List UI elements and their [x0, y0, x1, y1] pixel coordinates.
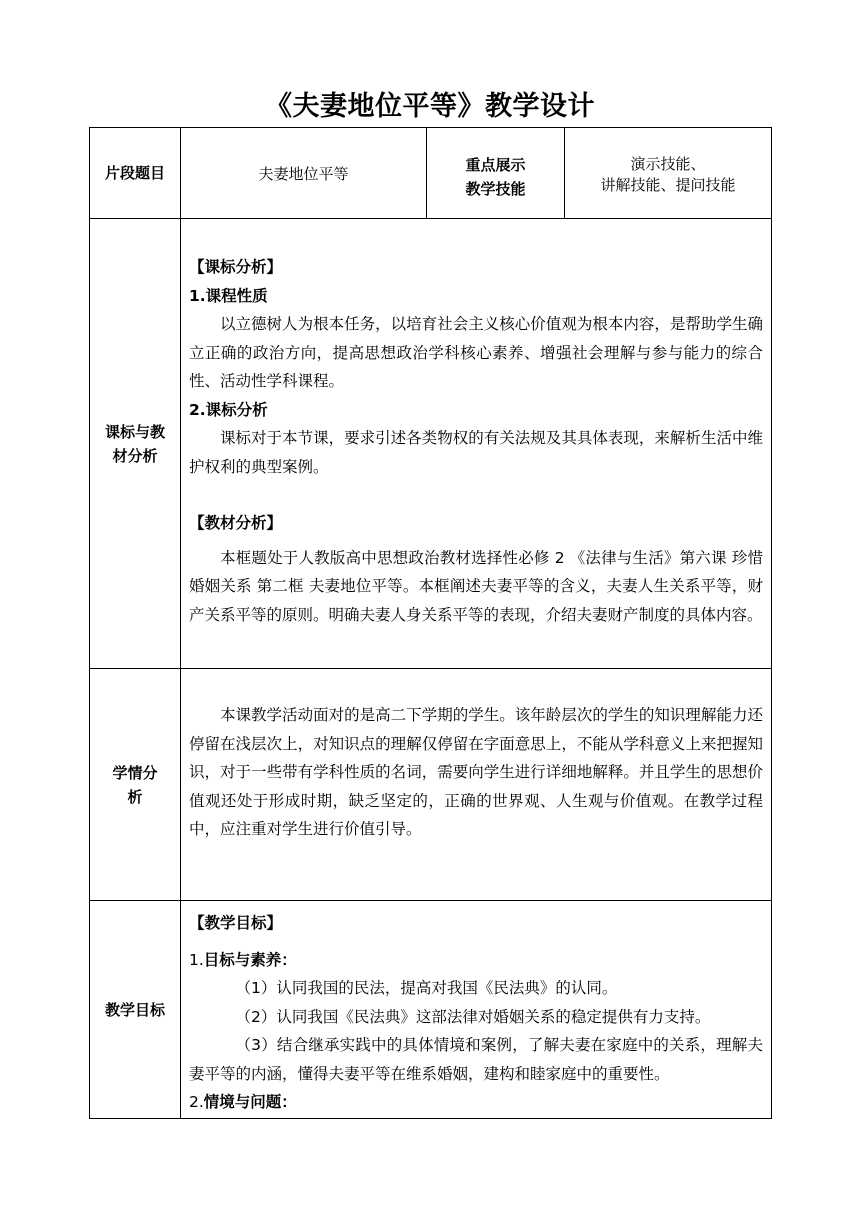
course-nature-heading: 1.课程性质 [189, 286, 268, 305]
teaching-goals-row [90, 901, 772, 1119]
curriculum-analysis-content [181, 219, 772, 669]
teaching-goals-label: 教学目标 [90, 901, 181, 1119]
topic-row [90, 128, 772, 219]
curriculum-analysis-label [90, 219, 181, 669]
skill-label [427, 128, 565, 219]
learner-label-line1: 学情分 [112, 763, 158, 782]
standards-heading: 【课标分析】 [189, 258, 283, 276]
curriculum-analysis-row [90, 219, 772, 669]
context-problem-heading: 2.情境与问题： [189, 1093, 297, 1111]
standards-analysis-heading: 2.课标分析 [189, 400, 268, 419]
goals-literacy-heading: 1.目标与素养： [189, 950, 297, 969]
lesson-plan-table [89, 127, 772, 1119]
learner-analysis-content [181, 669, 772, 901]
goal-item-1: （1）认同我国的民法，提高对我国《民法典》的认同。 [235, 979, 618, 997]
goal-item-2: （2）认同我国《民法典》这部法律对婚姻关系的稳定提供有力支持。 [235, 1007, 711, 1026]
teaching-goals-content [181, 901, 772, 1119]
skill-label-line2: 教学技能 [465, 180, 526, 198]
textbook-heading: 【教材分析】 [189, 514, 283, 532]
learner-analysis-row [90, 669, 772, 901]
course-nature-text: 以立德树人为根本任务，以培育社会主义核心价值观为根本内容，是帮助学生确立正确的政治方向，提高思想政治学科核心素养、增强社会理解与参与能力的综合性、活动性学科课程。 [189, 315, 763, 390]
standards-analysis-text: 课标对于本节课，要求引述各类物权的有关法规及其具体表现，来解析生活中维护权利的典型案例。 [189, 429, 763, 476]
topic-label: 片段题目 [90, 128, 181, 219]
document-title: 《夫妻地位平等》教学设计 [265, 91, 595, 122]
curriculum-label-line2: 材分析 [112, 446, 158, 465]
skill-value-line2: 讲解技能、提问技能 [600, 176, 736, 194]
curriculum-label-line1: 课标与教 [104, 422, 165, 441]
learner-analysis-text: 本课教学活动面对的是高二下学期的学生。该年龄层次的学生的知识理解能力还停留在浅层次上，对知识点的理解仅停留在字面意思上，不能从学科意义上来把握知识，对于一些带有学科性质的名词，需要向学生进行详细地解释。并且学生的思想价值观还处于形成时期，缺乏坚定的，正确的世界观、人生观与价值观。在教学过程中，应注重对学生进行价值引导。 [189, 706, 763, 838]
learner-label-line2: 析 [127, 787, 143, 806]
skill-value [565, 128, 772, 219]
goal-item-3: （3）结合继承实践中的具体情境和案例，了解夫妻在家庭中的关系，理解夫妻平等的内涵，懂得夫妻平等在维系婚姻，建构和睦家庭中的重要性。 [189, 1036, 763, 1083]
skill-value-line1: 演示技能、 [630, 155, 706, 173]
topic-value: 夫妻地位平等 [181, 128, 427, 219]
skill-label-line1: 重点展示 [465, 156, 526, 174]
teaching-goals-heading: 【教学目标】 [189, 914, 283, 932]
textbook-analysis-text: 本框题处于人教版高中思想政治教材选择性必修 2 《法律与生活》第六课 珍惜婚姻关系 第二框 夫妻地位平等。本框阐述夫妻平等的含义，夫妻人生关系平等，财产关系平等的原则。明确夫妻人身关系平等的表现，介绍夫妻财产制度的具体内容。 [189, 548, 763, 624]
learner-analysis-label [90, 669, 181, 901]
